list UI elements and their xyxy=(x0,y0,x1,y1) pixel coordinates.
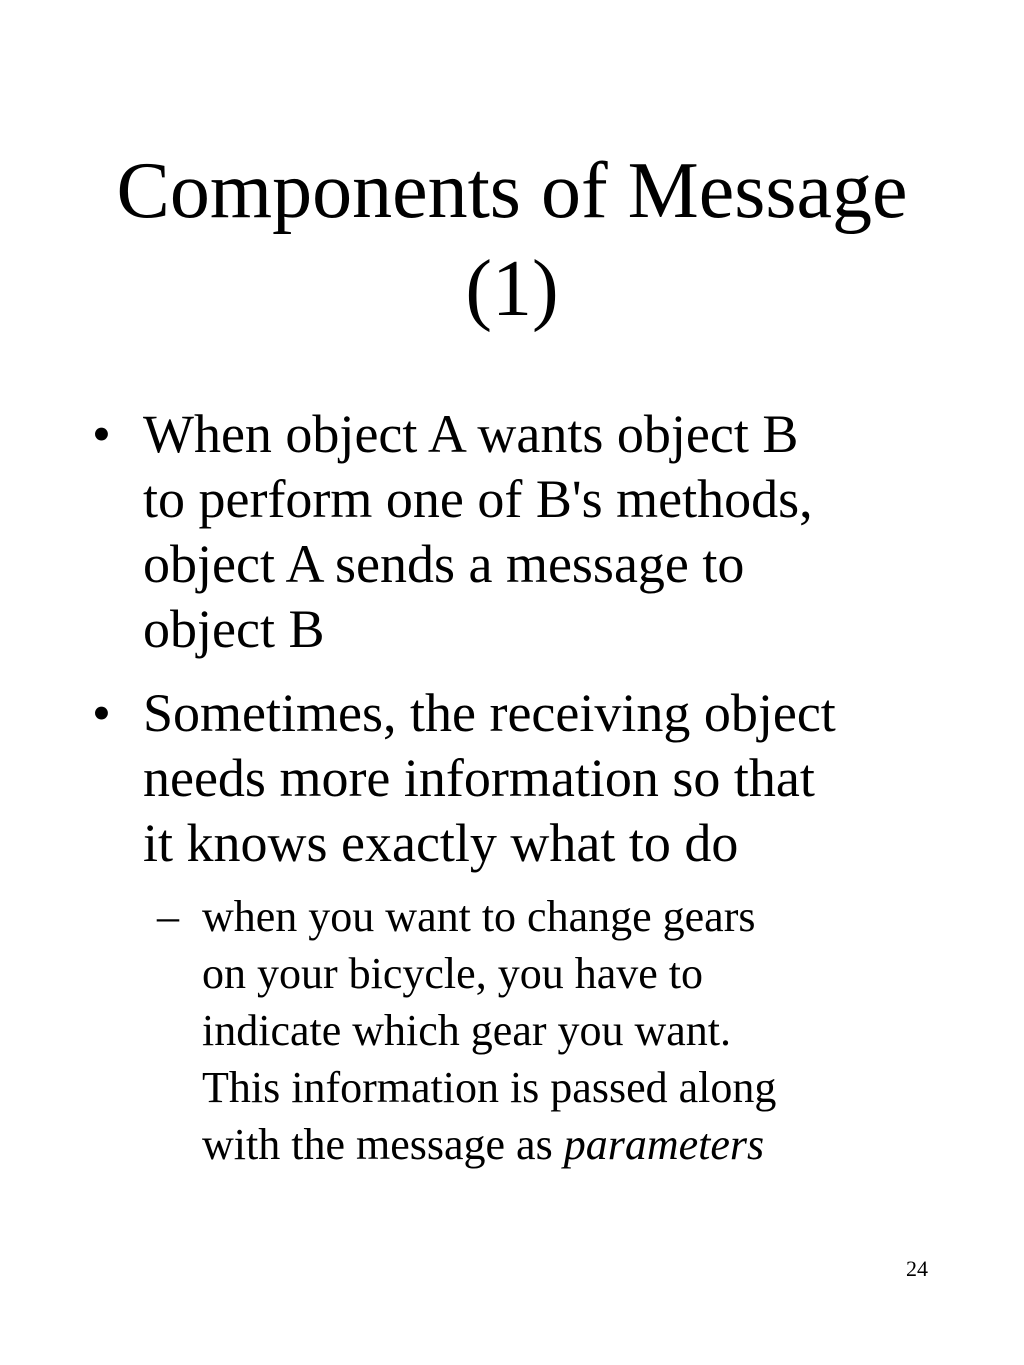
sub-bullet-last-line xyxy=(202,1116,957,1173)
sub-bullet-last-line-prefix: with the message as xyxy=(202,1120,564,1169)
sub-bullet-item xyxy=(157,888,957,1173)
bullet-marker: • xyxy=(92,404,111,464)
sub-bullet-line: on your bicycle, you have to xyxy=(202,949,703,998)
bullet-marker: • xyxy=(92,683,111,743)
page-number: 24 xyxy=(906,1256,928,1281)
slide-title-line-1: Components of Message xyxy=(116,147,908,235)
bullet-line: When object A wants object B xyxy=(143,404,799,464)
bullet-line: it knows exactly what to do xyxy=(143,813,739,873)
bullet-line: object B xyxy=(143,599,325,659)
bullet-item-2 xyxy=(92,681,952,876)
sub-bullet-line: when you want to change gears xyxy=(202,892,756,941)
sub-bullet-line: This information is passed along xyxy=(202,1063,777,1112)
bullet-line: to perform one of B's methods, xyxy=(143,469,813,529)
bullet-text xyxy=(143,681,952,876)
bullet-line: needs more information so that xyxy=(143,748,815,808)
bullet-line: object A sends a message to xyxy=(143,534,745,594)
sub-bullet-marker: – xyxy=(157,892,179,941)
sub-bullet-text xyxy=(202,888,957,1173)
slide-title-line-2: (1) xyxy=(465,245,559,333)
bullet-item-1 xyxy=(92,402,952,662)
emphasis-term: parameters xyxy=(563,1120,765,1169)
sub-bullet-line: indicate which gear you want. xyxy=(202,1006,732,1055)
bullet-text xyxy=(143,402,952,662)
slide-title xyxy=(0,142,1024,338)
bullet-line: Sometimes, the receiving object xyxy=(143,683,836,743)
